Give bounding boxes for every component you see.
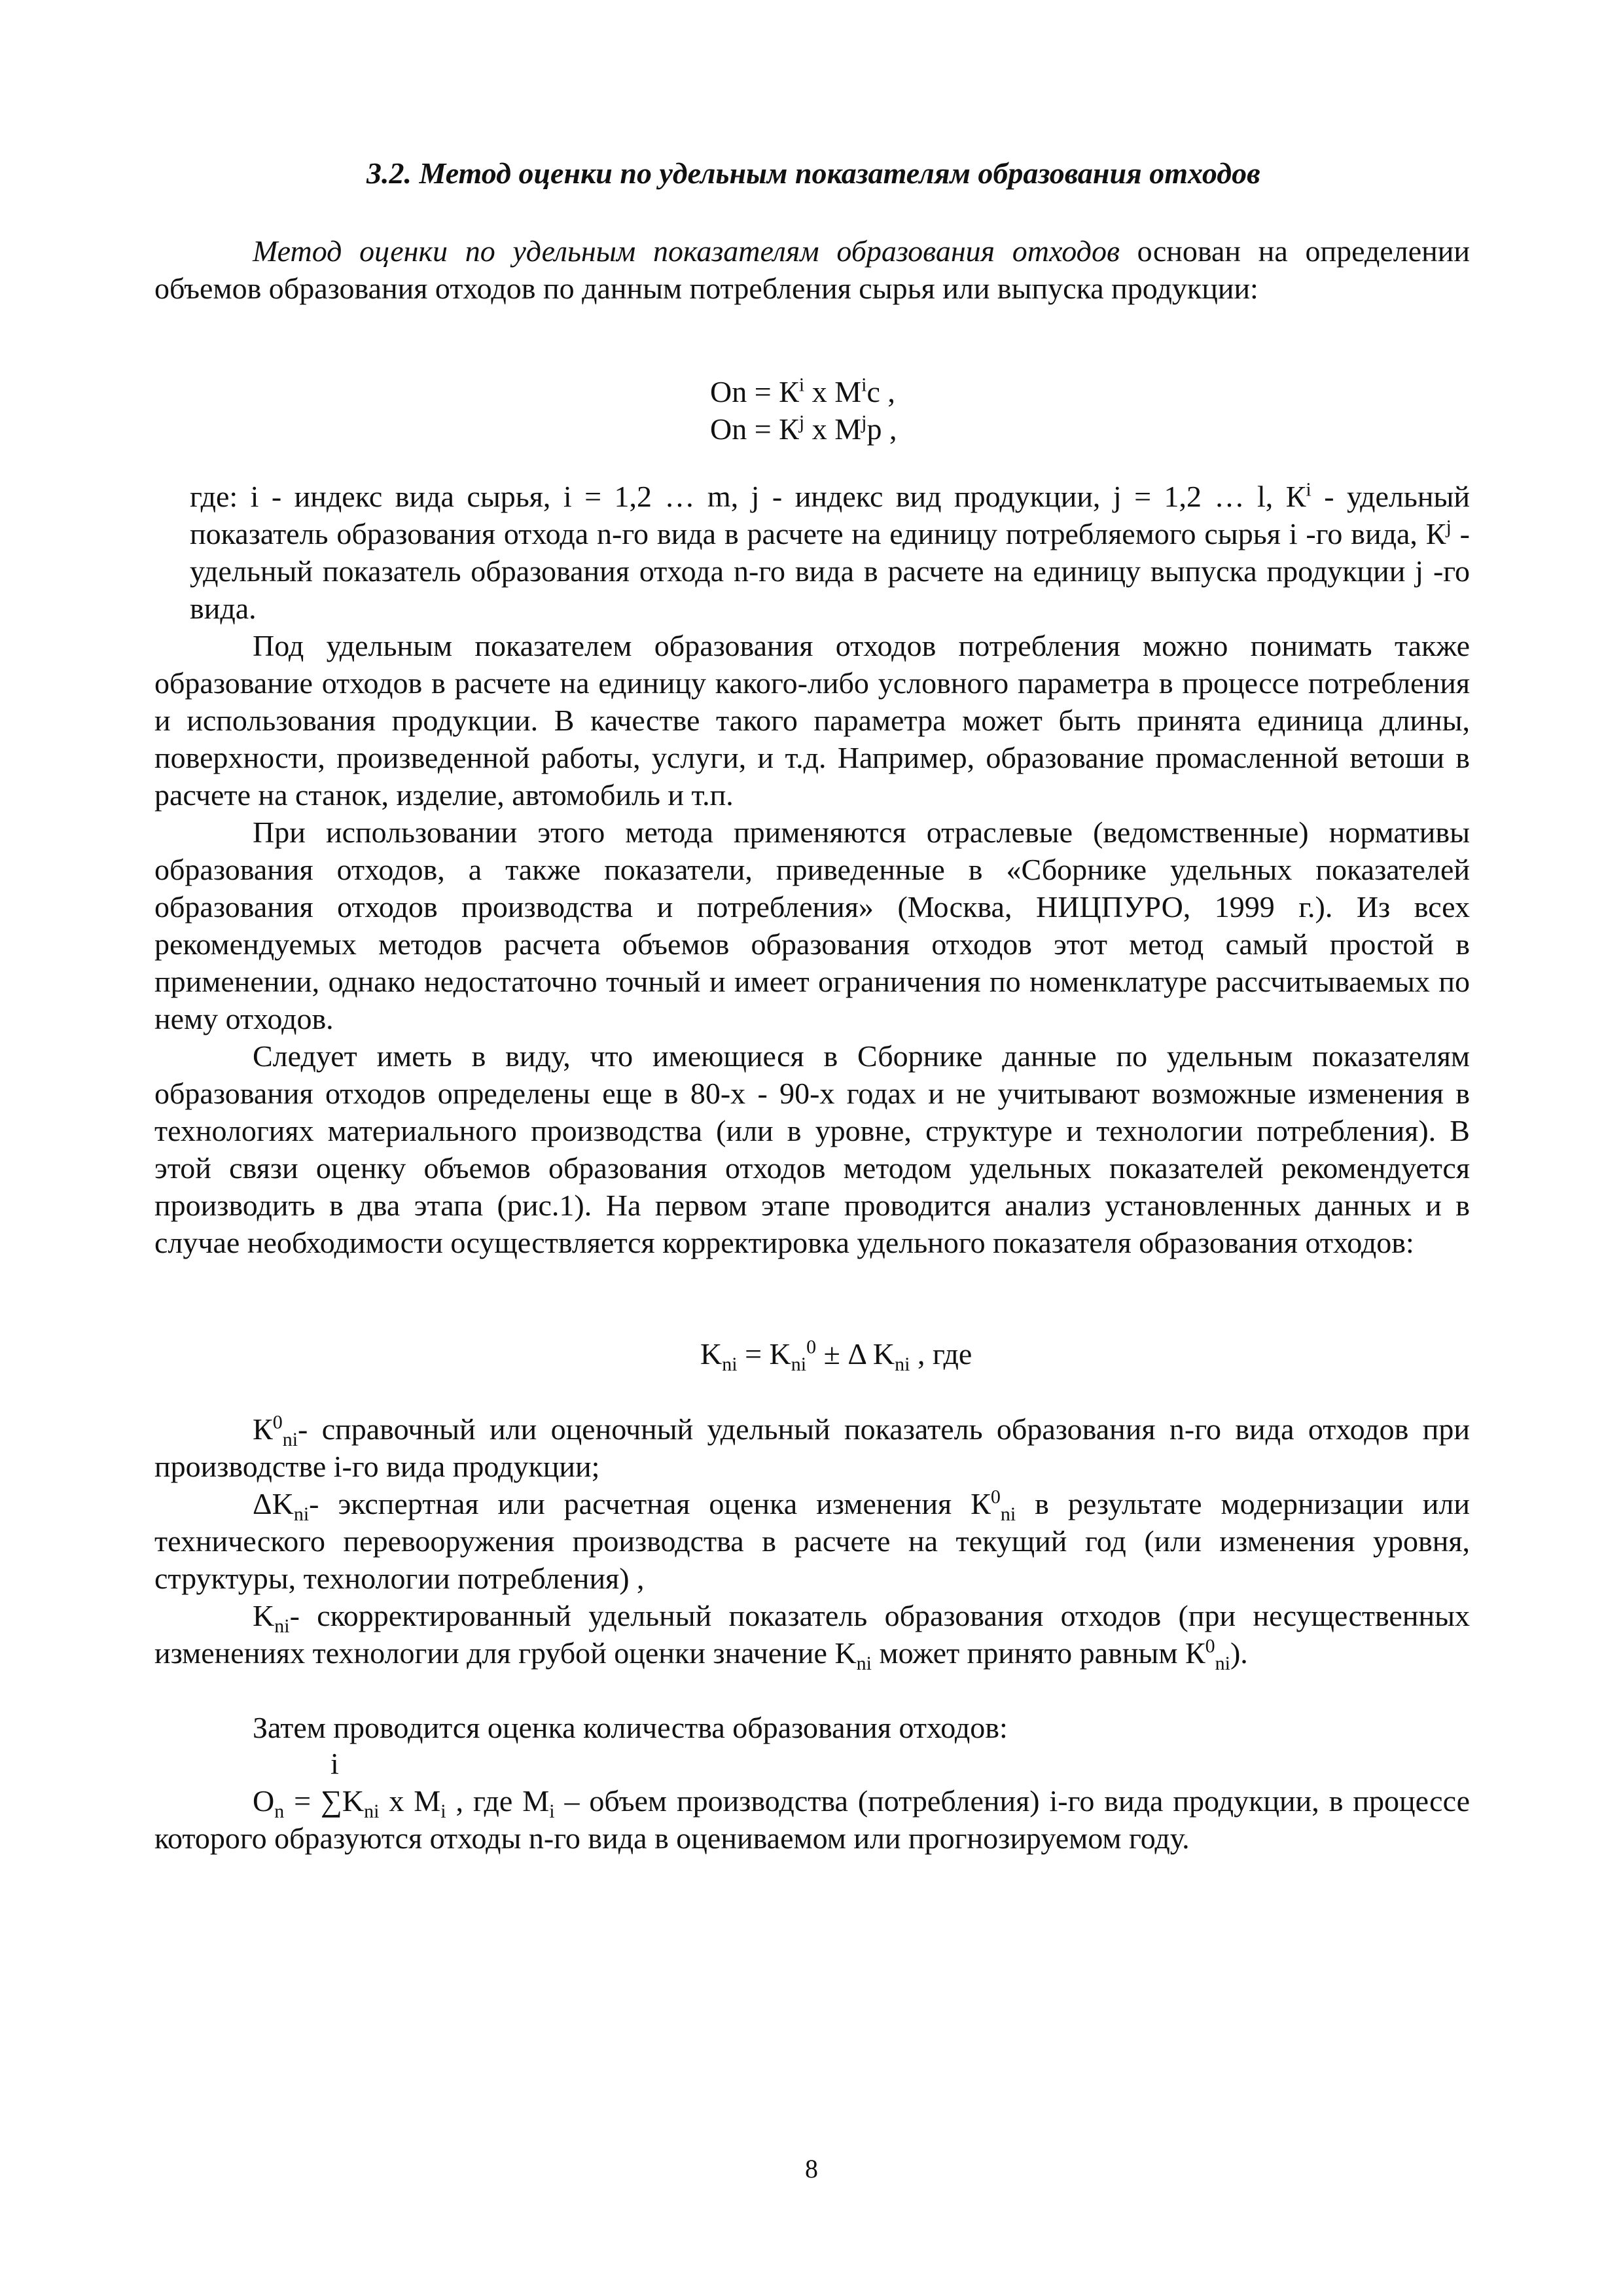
formula-correction: $K_{ni} = K_{ni}^0 \pm \Delta$ $K_{ni}$ , где: [700, 1336, 972, 1376]
page-number: 8: [805, 2154, 818, 2183]
paragraph-consumption: Под удельным показателем образования отходов потребления можно понимать также образование отходов в расчете на единицу какого-либо условного параметра в процессе потребления и использования продукции. В качестве такого параметра может быть принята единица длины, поверхности, произведенной работы, услуги, и т.д. Например, образование промасленной ветоши в расчете на станок, изделие, автомобиль и т.п.: [154, 629, 1470, 812]
definition-corrected: $K_{ni}-$ скорректированный удельный показатель образования отходов (при несущественных изменениях технологии для грубой оценки значение $K_{ni}$ может принято равным $К^0_{ni}$).: [154, 1599, 1470, 1675]
where-definitions: где: i - индекс вида сырья, i = 1,2 … m, j - индекс вид продукции, j = 1,2 … l, $К^i$ - удельный показатель образования отхода n-го вида в расчете на единицу потребляемого сырья i -го вида, $К^j$ - удельный показатель образования отхода n-го вида в расчете на единицу выпуска продукции j -го вида.: [190, 478, 1470, 625]
section-heading: 3.2. Метод оценки по удельным показателям образования отходов: [366, 156, 1260, 190]
paragraph-estimate: Затем проводится оценка количества образования отходов:: [253, 1711, 1008, 1744]
final-formula-paragraph: $О_n = \sum K_{ni}$ x $M_i$ , где $M_i$ – объем производства (потребления) i-го вида продукции, в процессе которого образуются отходы n-го вида в оцениваемом или прогнозируемом году.: [154, 1784, 1470, 1855]
formula-raw-material: Оn = $К^i$ x $M^ic$ ,: [710, 374, 895, 408]
paragraph-method: При использовании этого метода применяются отраслевые (ведомственные) нормативы образования отходов, а также показатели, приведенные в «Сборнике удельных показателей образования отходов производства и потребления» (Москва, НИЦПУРО, 1999 г.). Из всех рекомендуемых методов расчета объемов образования отходов этот метод самый простой в применении, однако недостаточно точный и имеет ограничения по номенклатуре рассчитываемых по нему отходов.: [154, 816, 1470, 1035]
definition-reference: $К^0_{ni}-$ справочный или оценочный удельный показатель образования n-го вида отходов при производстве i-го вида продукции;: [154, 1411, 1470, 1483]
intro-italic-lead: Метод оценки по удельным показателям образования отходов: [253, 234, 1120, 268]
formula-product: Оn = $К^j$ x $M^jp$ ,: [710, 411, 897, 446]
intro-paragraph: [154, 232, 1470, 307]
paragraph-stages: Следует иметь в виду, что имеющиеся в Сборнике данные по удельным показателям образования отходов определены еще в 80-х - 90-х годах и не учитывают возможные изменения в технологиях материального производства (или в уровне, структуре и технологии потребления). В этой связи оценку объемов образования отходов методом удельных показателей рекомендуется производить в два этапа (рис.1). На первом этапе проводится анализ установленных данных и в случае необходимости осуществляется корректировка удельного показателя образования отходов:: [154, 1039, 1470, 1259]
intro-rest: основан на определении объемов образования отходов по данным потребления сырья или выпуска продукции:: [154, 234, 1471, 305]
definition-delta: $\Delta K_{ni}-$ экспертная или расчетная оценка изменения $К^0_{ni}$ в результате модернизации или технического перевооружения производства в расчете на текущий год (или изменения уровня, структуры, технологии потребления) ,: [154, 1486, 1470, 1595]
sum-index: i: [330, 1747, 339, 1780]
